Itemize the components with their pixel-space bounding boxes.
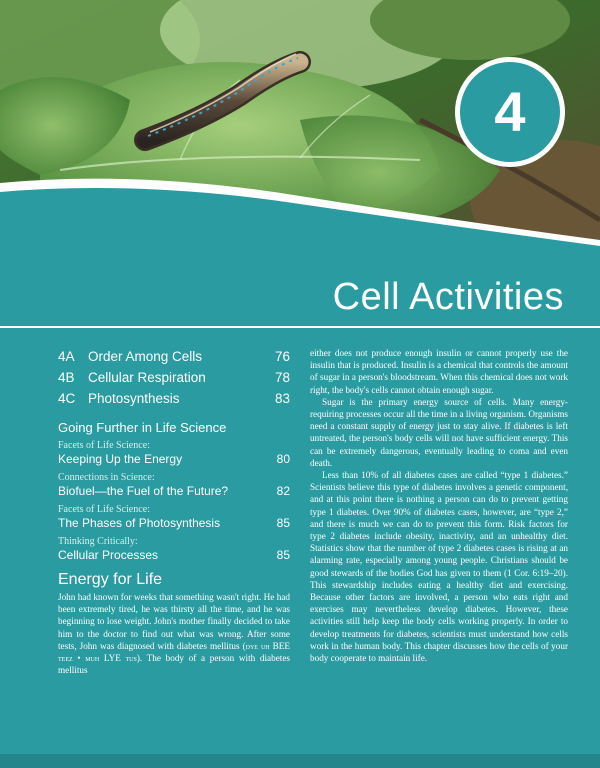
title-divider (0, 326, 600, 328)
body-paragraph: Sugar is the primary energy source of cells. Many energy-requiring processes occur all the time in a living organism. Organisms need a constant supply of energy just to stay alive. If diabetes is left untreated, the person's body cells will not have sufficient energy. This can be extremely dangerous, eventually leading to coma and even death. (310, 396, 568, 468)
feature-title: The Phases of Photosynthesis (58, 516, 221, 530)
feature-category: Connections in Science: (58, 472, 155, 483)
right-column (310, 347, 568, 664)
toc-item-number: 4B (58, 370, 75, 385)
feature-item[interactable] (58, 440, 290, 467)
chapter-number-badge: 4 (455, 57, 565, 167)
feature-item[interactable] (58, 536, 290, 563)
feature-category: Facets of Life Science: (58, 440, 150, 451)
left-column (58, 346, 290, 676)
toc-item-number: 4C (58, 391, 76, 406)
hero-illustration (0, 0, 600, 260)
table-of-contents (58, 346, 290, 409)
body-text-part: John had known for weeks that something wasn't right. He had been extremely tired, he was thirsty all the time, and he was beginning to lose weight. John's mother finally decided to take him to the doctor to find out what was wrong. After some tests, John was diagnosed with diabetes mellitus ( (58, 592, 290, 651)
feature-category: Facets of Life Science: (58, 504, 150, 515)
feature-title: Biofuel—the Fuel of the Future? (58, 484, 229, 498)
section-heading: Energy for Life (58, 571, 163, 588)
body-paragraph: Less than 10% of all diabetes cases are called “type 1 diabetes.” Scientists believe this type of diabetes involves a genetic component, and at this point there is nothing a person can do to prevent getting type 1 diabetes. Over 90% of diabetes cases, however, are “type 2,” and there is much we can do to prevent this form. Risk factors for type 2 diabetes include obesity, inactivity, and an unhealthy diet. Statistics show that the number of type 2 diabetes cases is rising at an alarming rate, especially among young people. Christians should be good stewards of the bodies God has given to them (1 Cor. 6:19–20). This stewardship includes eating a healthy diet and exercising. Because other factors are involved, a person who eats right and exercises may nevertheless develop diabetes. However, these activities still help keep the body cells working properly. In order to develop treatments for diabetes, scientists must understand how cells work in the human body. This chapter discusses how the cells of your body cooperate to maintain life. (310, 470, 568, 664)
feature-category: Thinking Critically: (58, 536, 138, 547)
pronunciation: dye uh BEE teez • muh LYE tus (58, 640, 290, 664)
feature-item[interactable] (58, 472, 290, 499)
body-paragraph (58, 591, 290, 676)
going-further-heading: Going Further in Life Science (58, 420, 227, 435)
feature-item[interactable] (58, 504, 290, 531)
toc-item[interactable] (58, 346, 290, 367)
feature-page: 85 (276, 516, 290, 530)
footer-bar (0, 754, 600, 768)
toc-item-page: 78 (274, 370, 290, 385)
toc-item-title: Photosynthesis (88, 391, 180, 406)
toc-item-number: 4A (58, 349, 75, 364)
body-text-part: ). The body of a person with diabetes mellitus (58, 653, 291, 676)
feature-title: Cellular Processes (58, 548, 159, 562)
toc-item-page: 76 (274, 349, 290, 364)
body-paragraph-continued: either does not produce enough insulin or cannot properly use the insulin that is produced. Insulin is a chemical that controls the amount of sugar in a person's bloodstream. When this chemical does not work right, the body's cells cannot obtain enough sugar. (310, 348, 568, 395)
feature-page: 82 (276, 484, 290, 498)
toc-item[interactable] (58, 367, 290, 388)
feature-page: 85 (276, 548, 290, 562)
toc-item-title: Order Among Cells (88, 349, 203, 364)
toc-item-page: 83 (274, 391, 290, 406)
feature-page: 80 (276, 452, 290, 466)
toc-item[interactable] (58, 388, 290, 409)
feature-title: Keeping Up the Energy (58, 452, 183, 466)
chapter-title: Cell Activities (332, 276, 564, 318)
toc-item-title: Cellular Respiration (88, 370, 206, 385)
